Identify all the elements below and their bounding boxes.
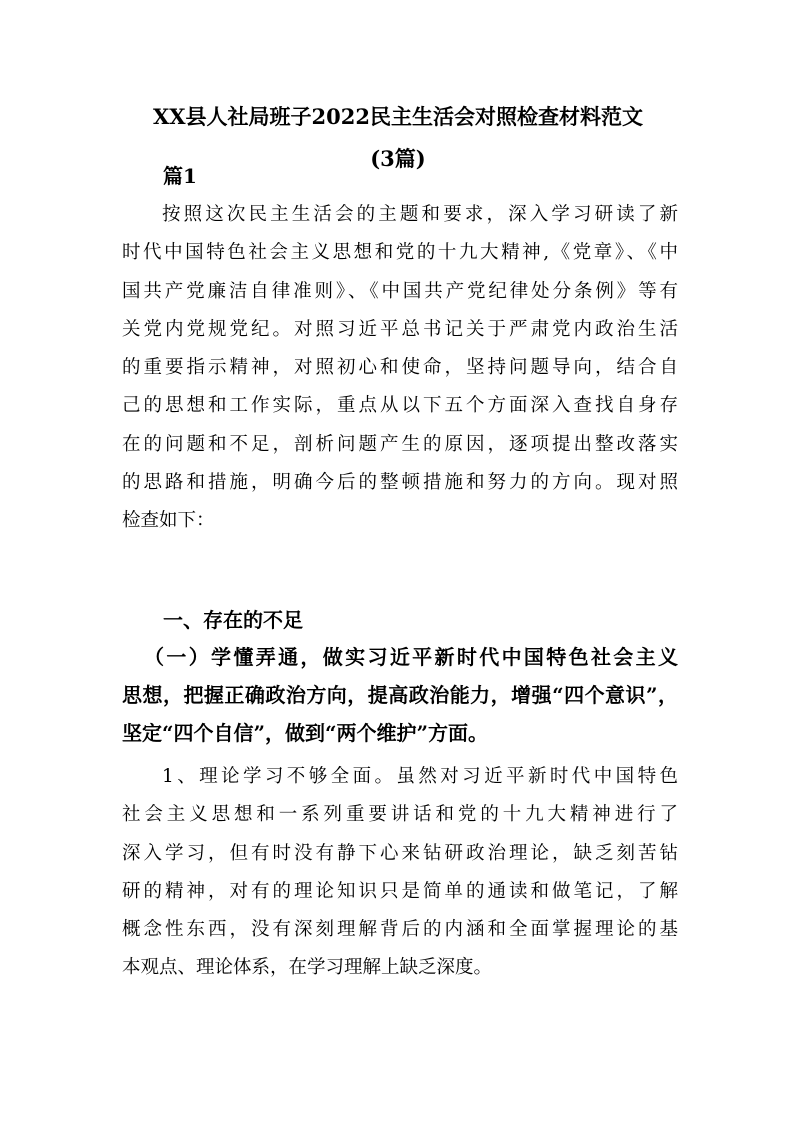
subheading-line: （一）学懂弄通，做实习近平新时代中国特色社会主义 <box>144 645 678 669</box>
intro-paragraph <box>122 196 678 541</box>
intro-line: 按照这次民主生活会的主题和要求，深入学习研读了新 <box>162 204 678 225</box>
intro-line: 己的思想和工作实际，重点从以下五个方面深入查找自身存 <box>122 395 678 417</box>
intro-line: 时代中国特色社会主义思想和党的十九大精神,《党章》、《中 <box>122 242 678 264</box>
item-line: 本观点、理论体系，在学习理解上缺乏深度。 <box>122 957 493 979</box>
intro-line: 的重要指示精神，对照初心和使命，坚持问题导向，结合自 <box>122 357 678 379</box>
item-1-paragraph <box>122 758 678 988</box>
item-line: 研的精神，对有的理论知识只是简单的通读和做笔记，了解 <box>122 880 678 902</box>
intro-line: 关党内党规党纪。对照习近平总书记关于严肃党内政治生活 <box>122 318 678 340</box>
document-title <box>112 96 684 180</box>
subheading-line: 坚定“四个自信”，做到“两个维护”方面。 <box>122 721 489 745</box>
intro-line: 检查如下： <box>122 510 215 532</box>
item-line: 1、理论学习不够全面。虽然对习近平新时代中国特色 <box>162 766 678 787</box>
title-line-1: XX县人社局班子2022民主生活会对照检查材料范文 <box>152 104 644 129</box>
subheading-paragraph <box>122 638 678 752</box>
title-line-2: (3篇) <box>370 146 426 171</box>
intro-line: 在的问题和不足，剖析问题产生的原因，逐项提出整改落实 <box>122 433 678 455</box>
section-heading: 一、存在的不足 <box>163 608 303 632</box>
item-line: 概念性东西，没有深刻理解背后的内涵和全面掌握理论的基 <box>122 919 678 941</box>
item-line: 深入学习，但有时没有静下心来钻研政治理论，缺乏刻苦钻 <box>122 842 678 864</box>
part-label: 篇1 <box>163 164 197 188</box>
subheading-line: 思想，把握正确政治方向，提高政治能力，增强“四个意识”， <box>122 683 678 707</box>
item-line: 社会主义思想和一系列重要讲话和党的十九大精神进行了 <box>122 804 678 826</box>
intro-line: 国共产党廉洁自律准则》、《中国共产党纪律处分条例》等有 <box>122 280 678 302</box>
intro-line: 的思路和措施，明确今后的整顿措施和努力的方向。现对照 <box>122 472 678 494</box>
